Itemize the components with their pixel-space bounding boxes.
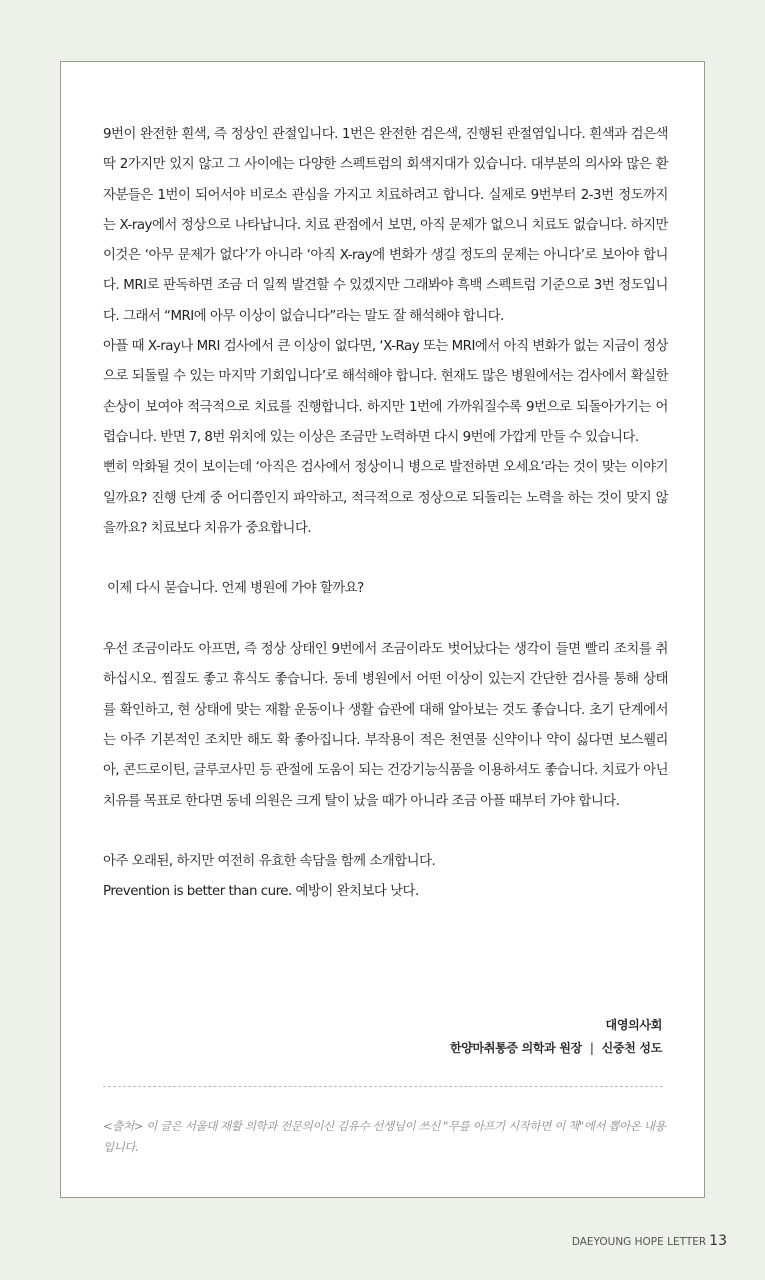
closing-line-1: 아주 오래된, 하지만 여전히 유효한 속담을 함께 소개합니다. — [103, 854, 436, 870]
spacer — [103, 544, 668, 574]
spacer — [103, 605, 668, 635]
spacer — [103, 817, 668, 847]
paragraph-3: 뻔히 악화될 것이 보이는데 ‘아직은 검사에서 정상이니 병으로 발전하면 오세요’라는 것이 맞는 이야기일까요? 진행 단계 중 어디쯤인지 파악하고, 적극적으로 정상으로 되돌리는 노력을 하는 것이 맞지 않을까요? 치료보다 치유가 중요합니다. — [103, 460, 668, 536]
signature-block — [450, 1014, 662, 1060]
page-footer — [572, 1233, 727, 1249]
article-card — [60, 61, 705, 1198]
paragraph-2: 아플 때 X-ray나 MRI 검사에서 큰 이상이 없다면, ‘X-Ray 또는 MRI에서 아직 변화가 없는 지금이 정상으로 되돌릴 수 있는 마지막 기회입니다’로 해석해야 합니다. 현재도 많은 병원에서는 검사에서 확실한 손상이 보여야 적극적으로 치료를 진행합니다. 하지만 1번에 가까워질수록 9번으로 되돌아가기는 어렵습니다. 반면 7, 8번 위치에 있는 이상은 조금만 노력하면 다시 9번에 가깝게 만들 수 있습니다. — [103, 339, 668, 445]
signature-org: 대영의사회 — [605, 1018, 662, 1032]
signature-line — [450, 1037, 662, 1060]
article-body — [103, 120, 668, 908]
source-note: <출처> 이 글은 서울대 재활 의학과 전문의이신 김유수 선생님이 쓰신 "무릎 아프기 시작하면 이 책"에서 뽑아온 내용입니다. — [103, 1119, 666, 1154]
paragraph-1: 9번이 완전한 흰색, 즉 정상인 관절입니다. 1번은 완전한 검은색, 진행된 관절염입니다. 흰색과 검은색 딱 2가지만 있지 않고 그 사이에는 다양한 스펙트럼의 회색지대가 있습니다. 대부분의 의사와 많은 환자분들은 1번이 되어서야 비로소 관심을 가지고 치료하려고 합니다. 실제로 9번부터 2-3번 정도까지는 X-ray에서 정상으로 나타납니다. 치료 관점에서 보면, 아직 문제가 없으니 치료도 없습니다. 하지만 이것은 ‘아무 문제가 없다’가 아니라 ‘아직 X-ray에 변화가 생길 정도의 문제는 아니다’로 보아야 합니다. MRI로 판독하면 조금 더 일찍 발견할 수 있겠지만 그래봐야 흑백 스펙트럼 기준으로 3번 정도입니다. 그래서 “MRI에 아무 이상이 없습니다”라는 말도 잘 해석해야 합니다. — [103, 127, 668, 324]
signature-clinic: 한양마취통증 의학과 원장 — [449, 1041, 582, 1055]
signature-author: 신중천 성도 — [601, 1041, 662, 1055]
signature-separator: | — [589, 1041, 594, 1055]
publication-name: DAEYOUNG HOPE LETTER — [571, 1236, 707, 1248]
page-number: 13 — [709, 1233, 727, 1249]
question-heading: 이제 다시 묻습니다. 언제 병원에 가야 할까요? — [107, 581, 364, 597]
answer-paragraph: 우선 조금이라도 아프면, 즉 정상 상태인 9번에서 조금이라도 벗어났다는 생각이 들면 빨리 조치를 취하십시오. 찜질도 좋고 휴식도 좋습니다. 동네 병원에서 어떤 이상이 있는지 간단한 검사를 통해 상태를 확인하고, 현 상태에 맞는 재활 운동이나 생활 습관에 대해 알아보는 것도 좋습니다. 초기 단계에서는 아주 기본적인 조치만 해도 확 좋아집니다. 부작용이 적은 천연물 신약이나 약이 싫다면 보스웰리아, 콘드로이틴, 글루코사민 등 관절에 도움이 되는 건강기능식품을 이용하셔도 좋습니다. 치료가 아닌 치유를 목표로 한다면 동네 의원은 크게 탈이 났을 때가 아니라 조금 아플 때부터 가야 합니다. — [103, 642, 668, 809]
closing-line-2: Prevention is better than cure. 예방이 완치보다 낫다. — [103, 884, 419, 900]
dashed-divider — [103, 1086, 663, 1087]
